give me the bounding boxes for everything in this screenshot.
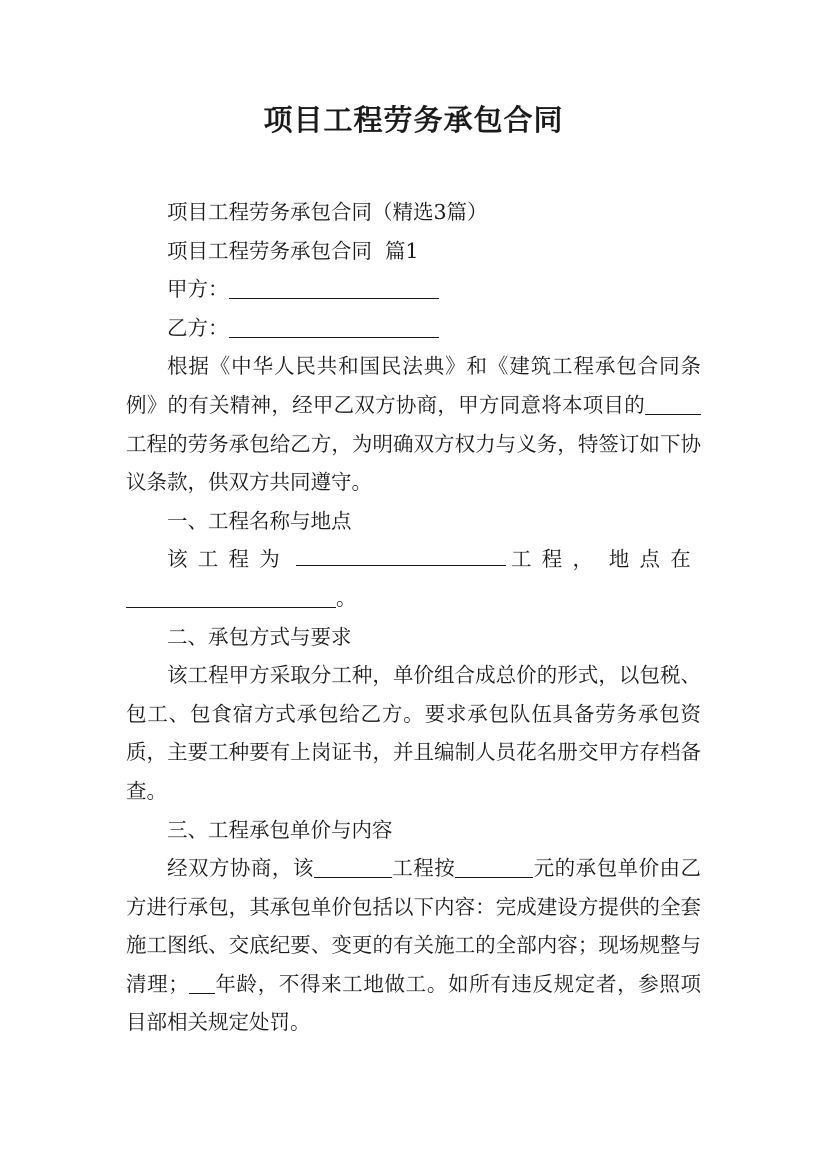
part-heading: [126, 232, 701, 271]
intro-text-1: 根据《中华人民共和国民法典》和《建筑工程承包合同条例》的有关精神，经甲乙双方协商，甲方同意将本项目的: [126, 354, 701, 417]
intro-text-2: 工程的劳务承包给乙方，为明确双方权力与义务，特签订如下协议条款，供双方共同遵守。: [126, 431, 701, 495]
party-a-line: [126, 270, 701, 309]
party-b-blank: [229, 315, 439, 338]
project-title-blank: [296, 544, 506, 567]
age-blank: [189, 971, 215, 994]
subtitle: 项目工程劳务承包合同（精选3篇）: [167, 200, 488, 224]
section3-heading: 三、工程承包单价与内容: [167, 817, 393, 842]
section1-end: 。: [336, 585, 357, 610]
part-heading-text: 项目工程劳务承包合同 篇1: [167, 238, 419, 263]
section3-paragraph: [126, 849, 701, 1042]
section1-heading: 一、工程名称与地点: [167, 508, 352, 533]
section2-text: 该工程甲方采取分工种，单价组合成总价的形式，以包税、包工、包食宿方式承包给乙方。要求承包队伍具备劳务承包资质，主要工种要有上岗证书，并且编制人员花名册交甲方存档备查。: [126, 663, 701, 803]
section3-text-a: 经双方协商，该: [167, 856, 314, 881]
project-name-blank: [645, 393, 701, 416]
section1-text-b: 工程，: [511, 547, 604, 572]
work-type-blank: [314, 856, 392, 879]
party-b-line: [126, 309, 701, 348]
document-title: 项目工程劳务承包合同: [263, 103, 564, 137]
document-body: [126, 193, 701, 1042]
party-a-blank: [229, 277, 439, 300]
section3-text-c: 元的承包单价由乙方进行承包，其承包单价包括以下内容：完成建设方提供的全套施工图纸、交底纪要、变更的有关施工的全部内容；现场规整与清理；: [126, 856, 702, 996]
unit-price-blank: [455, 856, 533, 879]
section1-text-a: 该工程为: [167, 547, 290, 572]
location-blank: [126, 585, 336, 608]
section1-text-c: 地点在: [608, 547, 701, 572]
section1-line-2: [126, 579, 701, 618]
section3-text-b: 工程按: [391, 856, 456, 881]
intro-paragraph: [126, 347, 701, 501]
party-b-label: 乙方：: [167, 315, 229, 340]
party-a-label: 甲方：: [167, 277, 229, 302]
section3-text-d: 年龄，不得来工地做工。如所有违反规定者，参照项目部相关规定处罚。: [126, 971, 701, 1035]
section1-line: [126, 540, 701, 579]
section2-heading: 二、承包方式与要求: [167, 624, 352, 649]
